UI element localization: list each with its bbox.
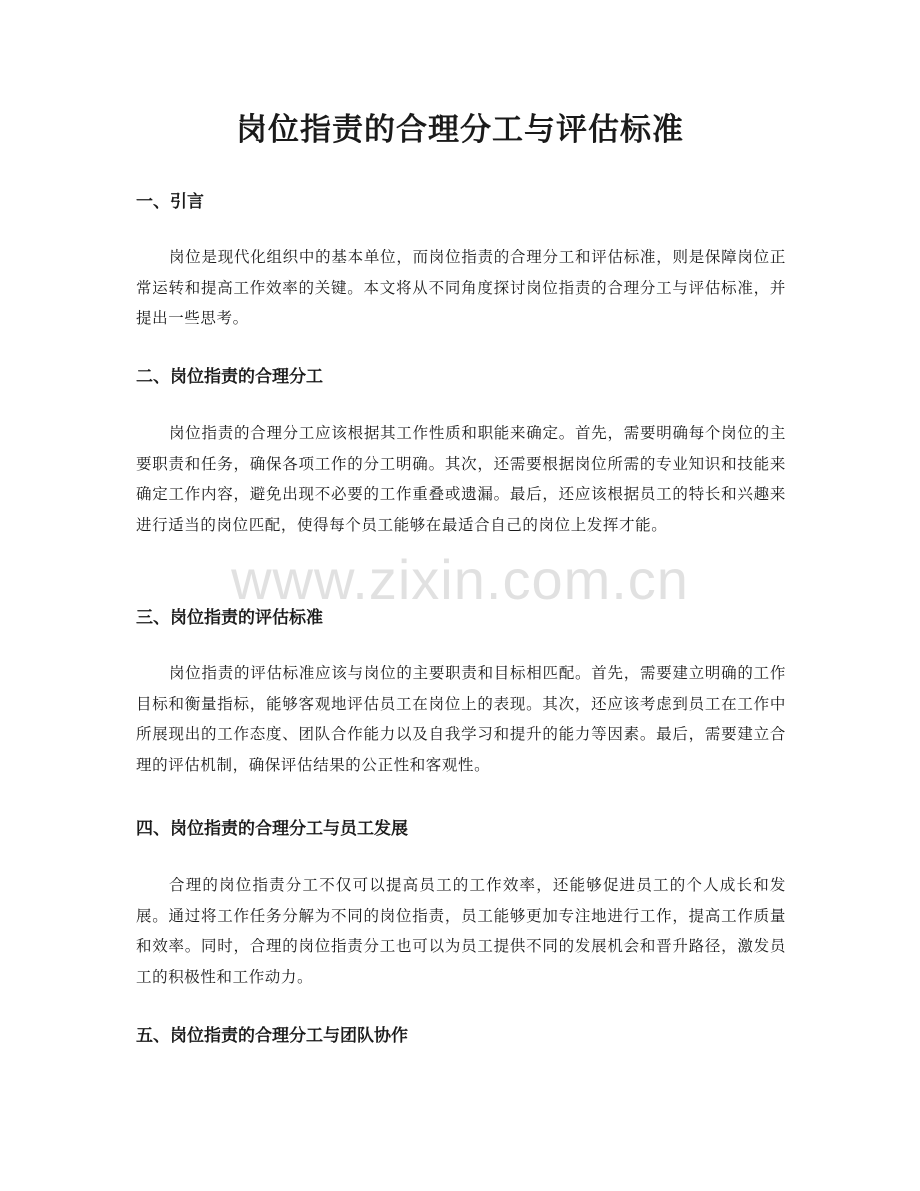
section-heading: 一、引言 [136, 192, 204, 212]
section-employee-development [136, 814, 786, 992]
section-heading: 三、岗位指责的评估标准 [136, 608, 323, 628]
section-heading: 四、岗位指责的合理分工与员工发展 [136, 819, 408, 839]
section-paragraph: 合理的岗位指责分工不仅可以提高员工的工作效率，还能够促进员工的个人成长和发展。通过将工作任务分解为不同的岗位指责，员工能够更加专注地进行工作，提高工作质量和效率。同时，合理的岗位指责分工也可以为员工提供不同的发展机会和晋升路径，激发员工的积极性和工作动力。 [136, 876, 786, 986]
section-paragraph: 岗位是现代化组织中的基本单位，而岗位指责的合理分工和评估标准，则是保障岗位正常运转和提高工作效率的关键。本文将从不同角度探讨岗位指责的合理分工与评估标准，并提出一些思考。 [136, 248, 786, 327]
section-paragraph: 岗位指责的评估标准应该与岗位的主要职责和目标相匹配。首先，需要建立明确的工作目标和衡量指标，能够客观地评估员工在岗位上的表现。其次，还应该考虑到员工在工作中所展现出的工作态度、团队合作能力以及自我学习和提升的能力等因素。最后，需要建立合理的评估机制，确保评估结果的公正性和客观性。 [136, 664, 786, 774]
section-introduction [136, 187, 786, 334]
watermark-text: www.zixin.com.cn [231, 548, 689, 611]
section-team-collaboration [136, 1021, 786, 1051]
section-heading: 五、岗位指责的合理分工与团队协作 [136, 1026, 408, 1046]
section-paragraph: 岗位指责的合理分工应该根据其工作性质和职能来确定。首先，需要明确每个岗位的主要职责和任务，确保各项工作的分工明确。其次，还需要根据岗位所需的专业知识和技能来确定工作内容，避免出现不必要的工作重叠或遗漏。最后，还应该根据员工的特长和兴趣来进行适当的岗位匹配，使得每个员工能够在最适合自己的岗位上发挥才能。 [136, 424, 786, 534]
document-title: 岗位指责的合理分工与评估标准 [236, 112, 684, 148]
section-division-of-duties [136, 362, 786, 540]
section-evaluation-standards [136, 603, 786, 780]
section-heading: 二、岗位指责的合理分工 [136, 367, 323, 387]
